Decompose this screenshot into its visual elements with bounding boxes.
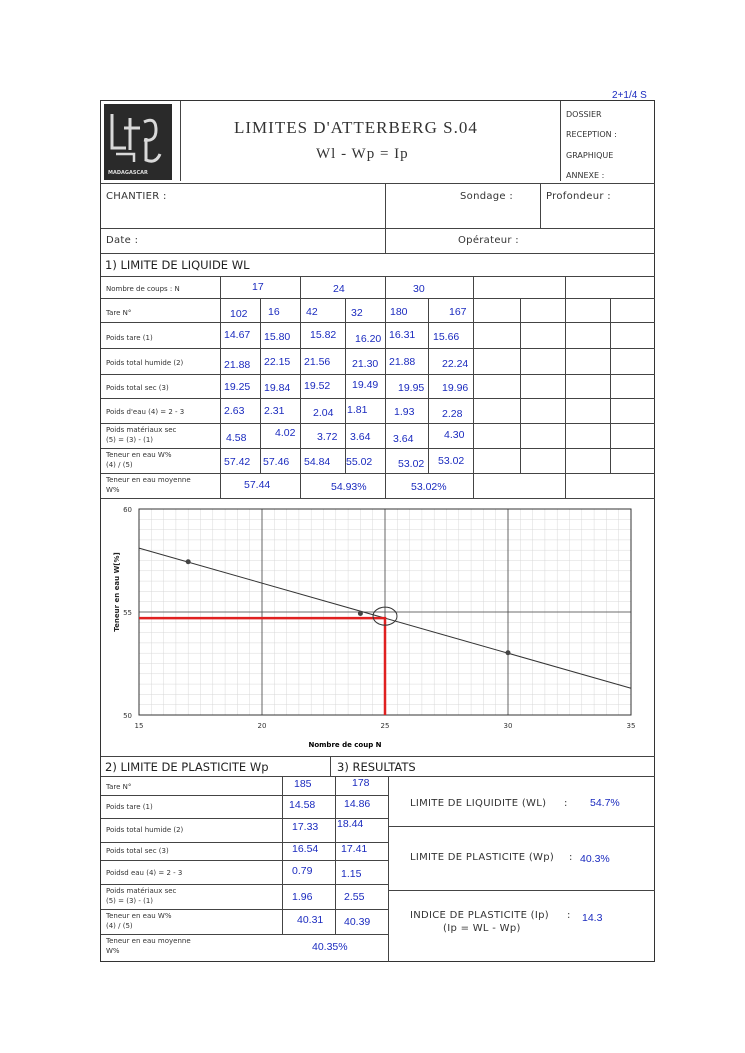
- wp-value: 40.3%: [580, 853, 610, 865]
- teneur-value: 54.84: [304, 456, 331, 468]
- tare-value: 102: [230, 308, 248, 320]
- plastic-row-poids-tare: Poids tare (1): [106, 803, 153, 811]
- moyenne-value: 57.44: [244, 479, 271, 491]
- humide-value: 21.88: [224, 359, 251, 371]
- poids-tare-value: 15.80: [264, 331, 291, 343]
- tare-value: 16: [268, 306, 280, 318]
- tare-value: 167: [449, 306, 467, 318]
- data-point: [186, 559, 191, 564]
- wl-label: LIMITE DE LIQUIDITE (WL): [410, 798, 547, 809]
- tare-value: 32: [351, 307, 363, 319]
- data-point: [358, 611, 363, 616]
- plastic-row-tare: Tare N°: [106, 783, 132, 791]
- operateur-label: Opérateur :: [458, 235, 519, 246]
- y-tick-label: 50: [123, 712, 132, 720]
- x-tick-label: 20: [257, 722, 267, 730]
- results-title: 3) RESULTATS: [337, 760, 416, 774]
- ip-label: INDICE DE PLASTICITE (Ip): [410, 910, 549, 921]
- plastic-limit-title: 2) LIMITE DE PLASTICITE Wp: [105, 760, 269, 774]
- plastic-row-sec: Poids total sec (3): [106, 847, 169, 855]
- y-tick-label: 55: [123, 609, 132, 617]
- plastic-tare-value: 185: [294, 778, 312, 790]
- coups-value: 30: [413, 283, 425, 295]
- x-tick-label: 25: [380, 722, 390, 730]
- humide-value: 21.88: [389, 356, 416, 368]
- side-label-graphique: GRAPHIQUE: [566, 151, 614, 160]
- plastic-teneur-value: 40.39: [344, 916, 371, 928]
- eau-value: 2.63: [224, 405, 245, 417]
- x-tick-label: 15: [134, 722, 144, 730]
- row-label-humide: Poids total humide (2): [106, 359, 184, 367]
- row-label-materiaux: Poids matériaux sec: [106, 426, 177, 434]
- ip-formula: (Ip = WL - Wp): [443, 923, 521, 934]
- plastic-materiaux-value: 1.96: [292, 891, 313, 903]
- moyenne-value: 53.02%: [411, 481, 447, 493]
- materiaux-value: 3.64: [393, 433, 414, 445]
- row-label-poids-tare: Poids tare (1): [106, 334, 153, 342]
- ip-colon: :: [567, 910, 571, 921]
- form-title: LIMITES D'ATTERBERG S.04: [234, 118, 478, 137]
- sec-value: 19.95: [398, 382, 425, 394]
- materiaux-value: 4.58: [226, 432, 247, 444]
- poids-tare-value: 15.82: [310, 329, 337, 341]
- row-label-moyenne: Teneur en eau moyenne: [106, 476, 191, 484]
- poids-tare-value: 15.66: [433, 331, 460, 343]
- plastic-humide-value: 18.44: [337, 818, 364, 830]
- plastic-moyenne-value: 40.35%: [312, 941, 348, 953]
- plastic-humide-value: 17.33: [292, 821, 319, 833]
- eau-value: 1.81: [347, 404, 368, 416]
- wl-colon: :: [564, 798, 568, 809]
- wl-value: 54.7%: [590, 797, 620, 809]
- liquid-limit-title: 1) LIMITE DE LIQUIDE WL: [105, 258, 250, 272]
- row-label-teneur-formula: (4) / (5): [106, 461, 133, 469]
- tare-value: 42: [306, 306, 318, 318]
- row-label-coups: Nombre de coups : N: [106, 285, 180, 293]
- logo-caption: MADAGASCAR: [108, 170, 148, 176]
- plastic-eau-value: 0.79: [292, 865, 313, 877]
- date-label: Date :: [106, 235, 139, 246]
- data-point: [506, 650, 511, 655]
- plastic-row-teneur: Teneur en eau W%: [106, 912, 172, 920]
- humide-value: 21.30: [352, 358, 379, 370]
- plastic-row-eau: Poidsd eau (4) = 2 - 3: [106, 869, 183, 877]
- sondage-label: Sondage :: [460, 191, 514, 202]
- flow-curve-chart: [101, 498, 655, 756]
- plastic-row-materiaux-formula: (5) = (3) - (1): [106, 897, 154, 905]
- sec-value: 19.25: [224, 381, 251, 393]
- eau-value: 2.31: [264, 405, 285, 417]
- side-label-reception: RECEPTION :: [566, 130, 617, 139]
- eau-value: 2.28: [442, 408, 463, 420]
- row-label-tare: Tare N°: [106, 309, 132, 317]
- wp-colon: :: [569, 852, 573, 863]
- side-label-annexe: ANNEXE :: [566, 171, 605, 180]
- plastic-tare-value: 178: [352, 777, 370, 789]
- sec-value: 19.96: [442, 382, 469, 394]
- materiaux-value: 3.72: [317, 431, 338, 443]
- teneur-value: 53.02: [398, 458, 425, 470]
- row-label-eau: Poids d'eau (4) = 2 - 3: [106, 408, 185, 416]
- eau-value: 1.93: [394, 406, 415, 418]
- company-logo: [104, 104, 172, 180]
- humide-value: 22.24: [442, 358, 469, 370]
- plastic-row-moyenne-unit: W%: [106, 947, 120, 955]
- plastic-materiaux-value: 2.55: [344, 891, 365, 903]
- humide-value: 21.56: [304, 356, 331, 368]
- profondeur-label: Profondeur :: [546, 191, 611, 202]
- plastic-row-materiaux: Poids matériaux sec: [106, 887, 177, 895]
- teneur-value: 55.02: [346, 456, 373, 468]
- row-label-sec: Poids total sec (3): [106, 384, 169, 392]
- poids-tare-value: 14.67: [224, 329, 251, 341]
- materiaux-value: 4.02: [275, 427, 296, 439]
- x-tick-label: 35: [626, 722, 636, 730]
- plastic-sec-value: 16.54: [292, 843, 319, 855]
- row-label-teneur: Teneur en eau W%: [106, 451, 172, 459]
- teneur-value: 53.02: [438, 455, 465, 467]
- plastic-row-humide: Poids total humide (2): [106, 826, 184, 834]
- teneur-value: 57.46: [263, 456, 290, 468]
- plastic-teneur-value: 40.31: [297, 914, 324, 926]
- teneur-value: 57.42: [224, 456, 251, 468]
- row-label-moyenne-unit: W%: [106, 486, 120, 494]
- eau-value: 2.04: [313, 407, 334, 419]
- logo-icon: [104, 104, 172, 180]
- plastic-poids-tare-value: 14.86: [344, 798, 371, 810]
- wp-label: LIMITE DE PLASTICITE (Wp): [410, 852, 555, 863]
- coups-value: 17: [252, 281, 264, 293]
- x-tick-label: 30: [503, 722, 513, 730]
- poids-tare-value: 16.31: [389, 329, 416, 341]
- poids-tare-value: 16.20: [355, 333, 382, 345]
- page-reference: 2+1/4 S: [612, 90, 647, 101]
- y-axis-label: Teneur en eau W[%]: [113, 552, 121, 632]
- chantier-label: CHANTIER :: [106, 191, 167, 202]
- row-label-materiaux-formula: (5) = (3) - (1): [106, 436, 154, 444]
- humide-value: 22.15: [264, 356, 291, 368]
- plastic-poids-tare-value: 14.58: [289, 799, 316, 811]
- y-tick-label: 60: [123, 506, 132, 514]
- materiaux-value: 4.30: [444, 429, 465, 441]
- sec-value: 19.52: [304, 380, 331, 392]
- plastic-eau-value: 1.15: [341, 868, 362, 880]
- plastic-sec-value: 17.41: [341, 843, 368, 855]
- sec-value: 19.84: [264, 382, 291, 394]
- coups-value: 24: [333, 283, 345, 295]
- x-axis-label: Nombre de coup N: [308, 741, 382, 749]
- materiaux-value: 3.64: [350, 431, 371, 443]
- plastic-row-moyenne: Teneur en eau moyenne: [106, 937, 191, 945]
- moyenne-value: 54.93%: [331, 481, 367, 493]
- ip-value: 14.3: [582, 912, 603, 924]
- tare-value: 180: [390, 306, 408, 318]
- sec-value: 19.49: [352, 379, 379, 391]
- side-label-dossier: DOSSIER: [566, 110, 602, 119]
- plastic-row-teneur-formula: (4) / (5): [106, 922, 133, 930]
- form-subtitle: Wl - Wp = Ip: [316, 146, 409, 162]
